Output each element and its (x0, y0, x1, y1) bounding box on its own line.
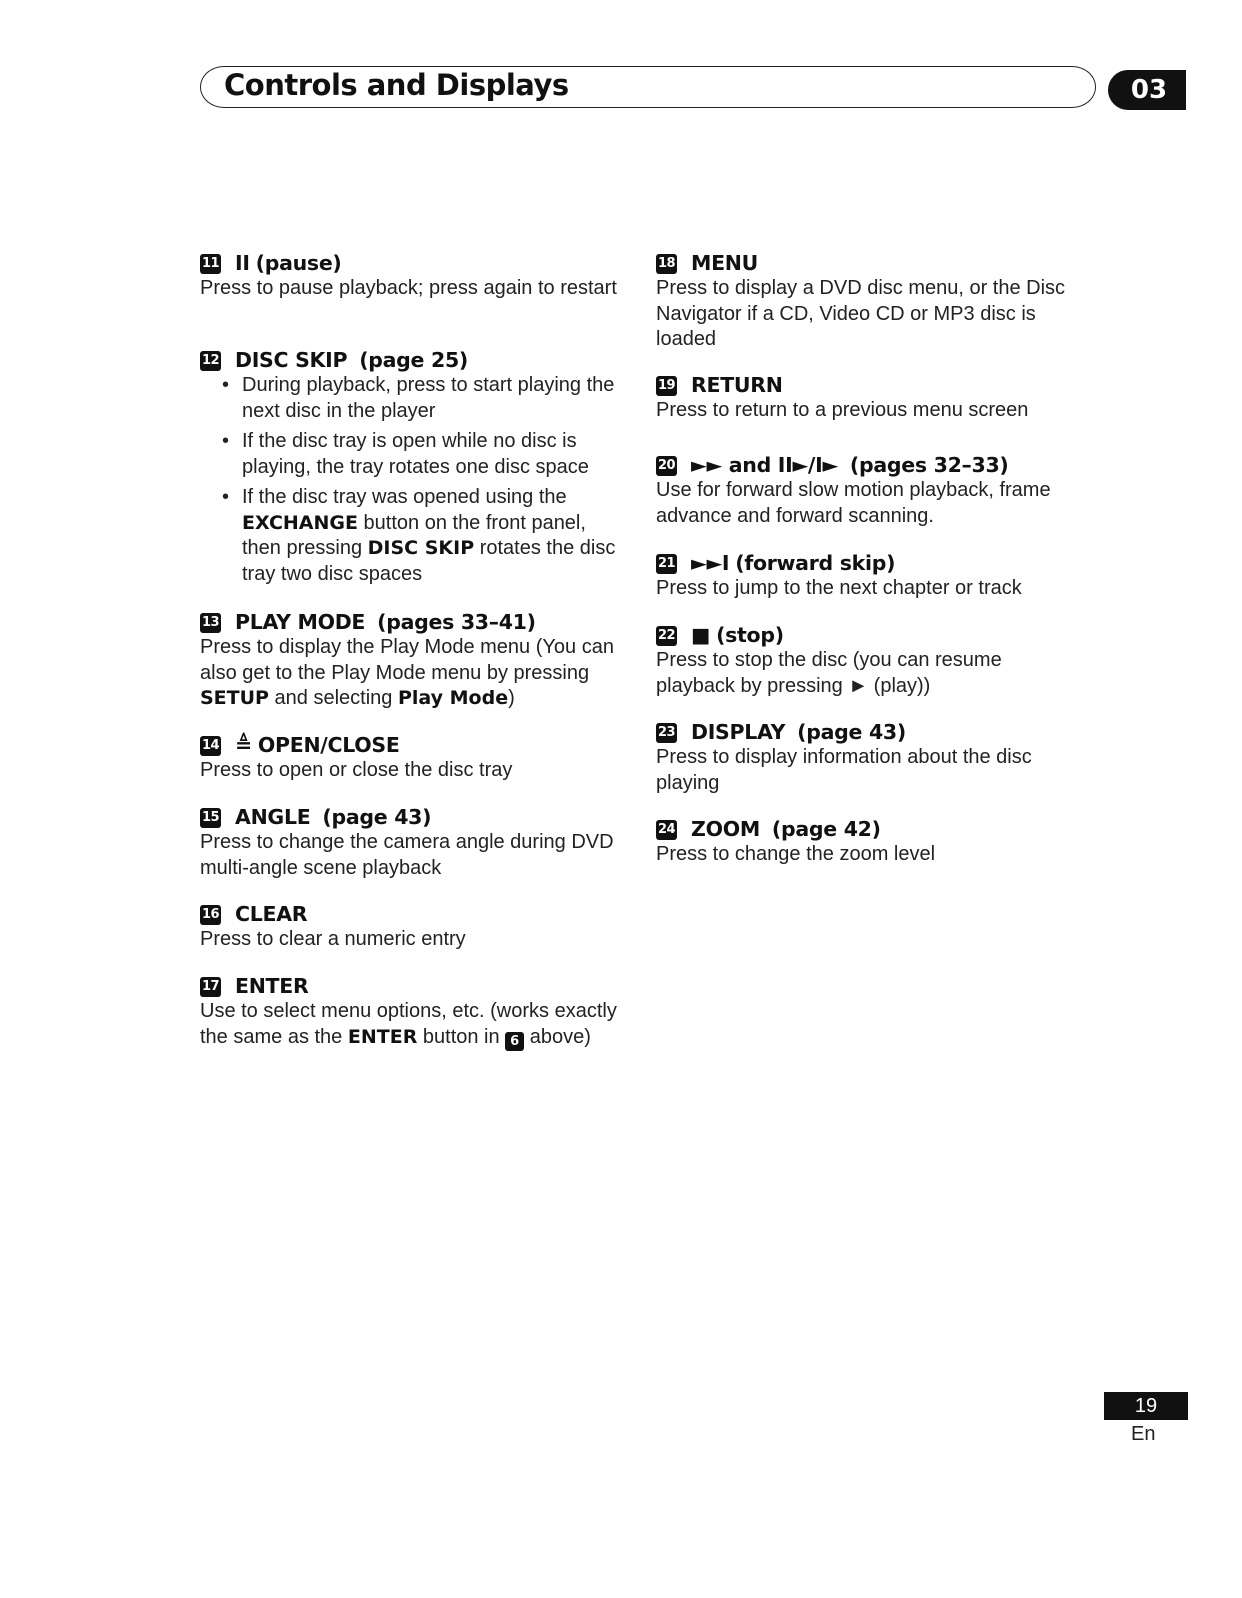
entry-enter (200, 974, 630, 1051)
page-reference: (page 25) (359, 348, 468, 372)
bullet-text: rotates the disc tray two disc spaces (242, 537, 616, 585)
bullet-item (222, 485, 630, 587)
entry-label: ENTER (235, 974, 309, 998)
entry-label: PLAY MODE (235, 610, 366, 634)
bullet-bold-text: EXCHANGE (242, 511, 358, 534)
item-number-badge: 24 (656, 820, 677, 840)
forward-skip-icon: ►►I (691, 551, 730, 575)
entry-label: (forward skip) (735, 551, 896, 575)
entry-label: CLEAR (235, 902, 308, 926)
item-number-badge: 20 (656, 456, 677, 476)
entry-description: Press to stop the disc (you can resume playback by pressing ► (play)) (656, 649, 1002, 697)
entry-stop (656, 623, 1086, 699)
entry-open-close (200, 733, 630, 784)
entry-label: DISC SKIP (235, 348, 348, 372)
bullet-item: • If the disc tray is open while no disc is playing, the tray rotates one disc space (222, 429, 630, 480)
entry-label: ANGLE (235, 805, 311, 829)
bullet-text: If the disc tray was opened using the (242, 486, 567, 508)
desc-text: above) (524, 1025, 591, 1048)
desc-text: button in (417, 1025, 506, 1048)
item-number-badge: 11 (200, 254, 221, 274)
entry-pause (200, 251, 630, 302)
entry-label: MENU (691, 251, 759, 275)
entry-play-mode (200, 610, 630, 712)
entry-description (200, 635, 630, 712)
entry-label: ZOOM (691, 817, 760, 841)
language-code: En (1131, 1423, 1156, 1445)
entry-heading (656, 551, 1086, 576)
entry-description: Use for forward slow motion playback, frame advance and forward scanning. (656, 479, 1051, 527)
desc-text: and selecting (268, 687, 398, 709)
desc-bold-text: SETUP (200, 687, 269, 709)
bullet-list (200, 373, 630, 587)
entry-return (656, 373, 1086, 424)
desc-text: Use to select menu options, etc. (works exactly the same as the (200, 1000, 617, 1048)
entry-forward-scan (656, 453, 1086, 529)
entry-heading (656, 453, 1086, 478)
item-number-badge: 12 (200, 351, 221, 371)
entry-clear (200, 902, 630, 953)
item-number-badge: 23 (656, 723, 677, 743)
entry-display (656, 720, 1086, 796)
bullet-item: • During playback, press to start playing the next disc in the player (222, 373, 630, 424)
page-reference: (page 42) (771, 817, 881, 841)
entry-description: Press to clear a numeric entry (200, 928, 466, 950)
entry-description: Press to change the camera angle during DVD multi-angle scene playback (200, 831, 614, 879)
desc-text: Press to display the Play Mode menu (You can also get to the Play Mode menu by pressing (200, 636, 614, 684)
stop-icon: ■ (691, 623, 711, 647)
entry-description: Press to pause playback; press again to restart (200, 277, 617, 299)
desc-bold-text: ENTER (347, 1025, 418, 1048)
item-number-badge: 18 (656, 254, 677, 274)
entry-heading (200, 733, 630, 758)
entry-heading (656, 623, 1086, 648)
pause-icon: II (235, 251, 250, 275)
item-number-badge: 14 (200, 736, 221, 756)
item-number-badge: 15 (200, 808, 221, 828)
desc-text: ) (508, 687, 515, 709)
item-number-badge: 22 (656, 626, 677, 646)
eject-icon: ≜ (235, 733, 252, 757)
page-reference: (page 43) (797, 720, 906, 744)
entry-heading (200, 348, 630, 373)
entry-heading (200, 610, 630, 635)
page-reference: (page 43) (322, 805, 432, 829)
entry-description (200, 999, 630, 1051)
entry-label: RETURN (691, 373, 783, 397)
entry-forward-skip (656, 551, 1086, 602)
entry-heading (656, 251, 1086, 276)
entry-heading (656, 373, 1086, 398)
item-number-badge: 17 (200, 977, 221, 997)
entry-menu (656, 251, 1086, 353)
entry-angle (200, 805, 630, 881)
entry-zoom (656, 817, 1086, 868)
item-reference-badge: 6 (505, 1032, 524, 1051)
entry-heading (656, 817, 1086, 842)
bullet-text: button on the front panel, then pressing (242, 511, 586, 559)
item-number-badge: 21 (656, 554, 677, 574)
entry-label: OPEN/CLOSE (257, 733, 400, 757)
entry-description: Press to return to a previous menu screen (656, 399, 1029, 421)
entry-description: Press to display a DVD disc menu, or the Disc Navigator if a CD, Video CD or MP3 disc is loaded (656, 277, 1066, 350)
item-number-badge: 19 (656, 376, 677, 396)
page-number: 19 (1104, 1392, 1188, 1420)
entry-description: Press to change the zoom level (656, 843, 936, 865)
desc-bold-text: Play Mode (397, 687, 509, 709)
entry-heading (200, 251, 630, 276)
entry-label: (stop) (716, 623, 784, 647)
chapter-badge: 03 (1108, 70, 1186, 110)
entry-heading (656, 720, 1086, 745)
bullet-bold-text: DISC SKIP (367, 537, 475, 559)
entry-label: DISPLAY (691, 720, 786, 744)
forward-scan-icon: ►► and II►/I► (691, 453, 838, 477)
page-reference: (pages 33–41) (377, 610, 536, 634)
entry-description: Press to jump to the next chapter or track (656, 577, 1022, 599)
entry-description: Press to display information about the disc playing (656, 746, 1032, 794)
page-title: Controls and Displays (224, 68, 569, 102)
entry-heading (200, 902, 630, 927)
entry-heading (200, 974, 630, 999)
entry-disc-skip (200, 348, 630, 592)
entry-description: Press to open or close the disc tray (200, 759, 513, 781)
item-number-badge: 13 (200, 613, 221, 633)
entry-heading (200, 805, 630, 830)
item-number-badge: 16 (200, 905, 221, 925)
entry-label: (pause) (255, 251, 342, 275)
page-reference: (pages 32–33) (849, 453, 1009, 477)
